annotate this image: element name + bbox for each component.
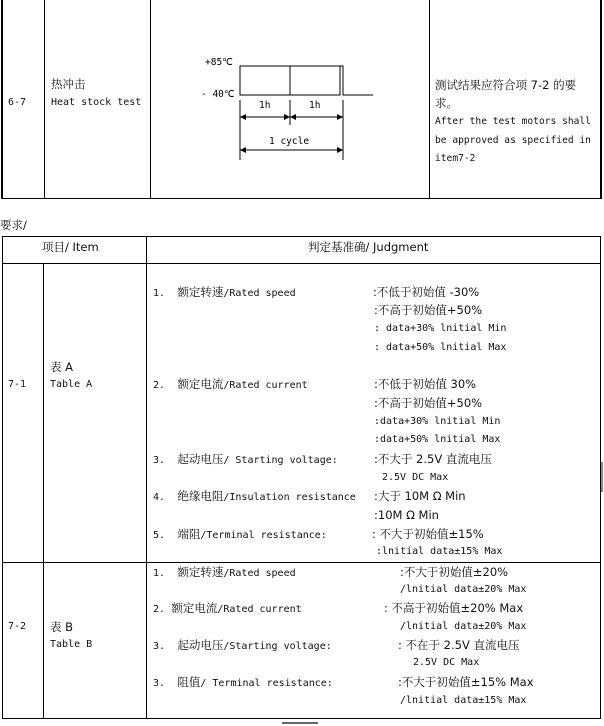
table-b-voltage-criterion-2: 2.5V DC Max	[413, 657, 480, 668]
entry-label-cn: 额定转速	[177, 565, 224, 579]
high-temp-label: +85℃	[205, 57, 233, 68]
entry-label-en: /Starting voltage:	[223, 641, 332, 652]
table-a-current-criterion-1: :不低于初始值 30%	[374, 377, 477, 391]
result-cn-line2: 求。	[435, 96, 458, 110]
entry-label-cn: 阻值	[177, 675, 201, 689]
entry-label-cn: 额定电流	[171, 601, 218, 615]
table-a-speed-criterion-4: : data+50% lnitial Max	[374, 342, 507, 353]
table-a-insulation-criterion-2: :10M Ω Min	[374, 508, 439, 522]
result-en-line3: item7-2	[435, 153, 476, 164]
table-b-voltage-criterion-1: : 不在于 2.5V 直流电压	[398, 638, 520, 652]
entry-label-cn: 额定电流	[177, 377, 224, 391]
test-name-en: Heat stock test	[51, 97, 142, 108]
entry-number: 3.	[153, 455, 166, 466]
thermal-cycle-diagram	[195, 50, 380, 172]
section-title: 要求/	[0, 218, 27, 232]
entry-label-en: / Terminal resistance:	[200, 678, 333, 689]
header-judgment: 判定基准确/ Judgment	[308, 240, 429, 254]
entry-label-cn: 起动电压	[177, 638, 224, 652]
entry-label-cn: 起动电压	[177, 452, 224, 466]
entry-label-cn: 端阻	[177, 527, 201, 541]
row-7-2-name-cn: 表 B	[50, 620, 74, 634]
entry-label-en: /Terminal resistance:	[200, 530, 327, 541]
entry-number: 2.	[153, 380, 166, 391]
table-a-rated-current-label	[153, 377, 308, 393]
entry-number: 4.	[153, 492, 166, 503]
entry-label-en: /Rated speed	[223, 568, 296, 579]
result-cn-line1: 测试结果应符合项 7-2 的要	[435, 78, 577, 92]
duration-2-label: 1h	[309, 100, 321, 111]
table-b-resistance-criterion-1: :不大于初始值±15% Max	[398, 675, 534, 689]
entry-label-cn: 额定转速	[177, 285, 224, 299]
entry-number: 1.	[153, 288, 166, 299]
table-b-starting-voltage-label	[153, 638, 332, 654]
entry-label-cn: 绝缘电阻	[177, 489, 224, 503]
entry-number: 2.	[153, 604, 166, 615]
entry-number: 5.	[153, 530, 166, 541]
cycle-label: 1 cycle	[269, 136, 310, 147]
table-a-insulation-criterion-1: :大于 10M Ω Min	[374, 489, 466, 503]
result-en-line1: After the test motors shall	[435, 116, 591, 127]
table-b-speed-criterion-2: /lnitial data±20% Max	[400, 584, 527, 595]
row-7-2-number: 7-2	[8, 621, 27, 632]
row-7-1-number: 7-1	[8, 379, 27, 390]
table-a-voltage-criterion-1: :不大于 2.5V 直流电压	[374, 452, 492, 466]
table-b-current-criterion-1: : 不高于初始值±20% Max	[384, 601, 524, 615]
table-a-current-criterion-4: :data+50% lnitial Max	[374, 434, 501, 445]
entry-label-en: /Rated current	[223, 380, 308, 391]
test-name-cn: 热冲击	[51, 77, 86, 91]
duration-1-label: 1h	[259, 100, 271, 111]
table-a-current-criterion-3: :data+30% lnitial Min	[374, 416, 501, 427]
temperature-waveform	[240, 66, 343, 95]
table-b-rated-current-label	[153, 601, 302, 617]
table-a-speed-criterion-3: : data+30% lnitial Min	[374, 323, 507, 334]
table-b-resistance-criterion-2: /lnitial data±15% Max	[400, 695, 527, 706]
row-7-2-name-en: Table B	[50, 639, 93, 650]
table-a-resistance-criterion-1: : 不大于初始值±15%	[372, 527, 484, 541]
entry-label-en: /Rated speed	[223, 288, 296, 299]
result-en-line2: be approved as specified in	[435, 135, 591, 146]
table-a-terminal-resistance-label	[153, 527, 327, 543]
row-7-1-name-cn: 表 A	[50, 360, 74, 374]
entry-label-en: /Rated current	[217, 604, 302, 615]
table-b-speed-criterion-1: :不大于初始值±20%	[400, 565, 509, 579]
entry-label-en: /Insulation resistance	[223, 492, 356, 503]
item-number: 6-7	[8, 97, 27, 108]
table-a-resistance-criterion-2: :lnitial data±15% Max	[376, 546, 503, 557]
entry-number: 1.	[153, 568, 166, 579]
table-b-terminal-resistance-label	[153, 675, 333, 691]
table-a-insulation-label	[153, 489, 356, 505]
table-a-voltage-criterion-2: 2.5V DC Max	[382, 472, 449, 483]
row-7-1-name-en: Table A	[50, 379, 93, 390]
table-a-current-criterion-2: :不高于初始值+50%	[374, 396, 483, 410]
table-a-speed-criterion-2: :不高于初始值+50%	[374, 303, 483, 317]
table-a-rated-speed-label	[153, 285, 296, 301]
entry-label-en: / Starting voltage:	[223, 455, 338, 466]
table-b-rated-speed-label	[153, 565, 296, 581]
entry-number: 3.	[153, 641, 166, 652]
table-a-speed-criterion-1: :不低于初始值 -30%	[373, 285, 480, 299]
entry-number: 3.	[153, 678, 166, 689]
table-a-starting-voltage-label	[153, 452, 338, 468]
table-b-current-criterion-2: /lnitial data±20% Max	[400, 621, 527, 632]
low-temp-label: - 40℃	[201, 89, 235, 100]
header-item: 项目/ Item	[42, 240, 99, 254]
